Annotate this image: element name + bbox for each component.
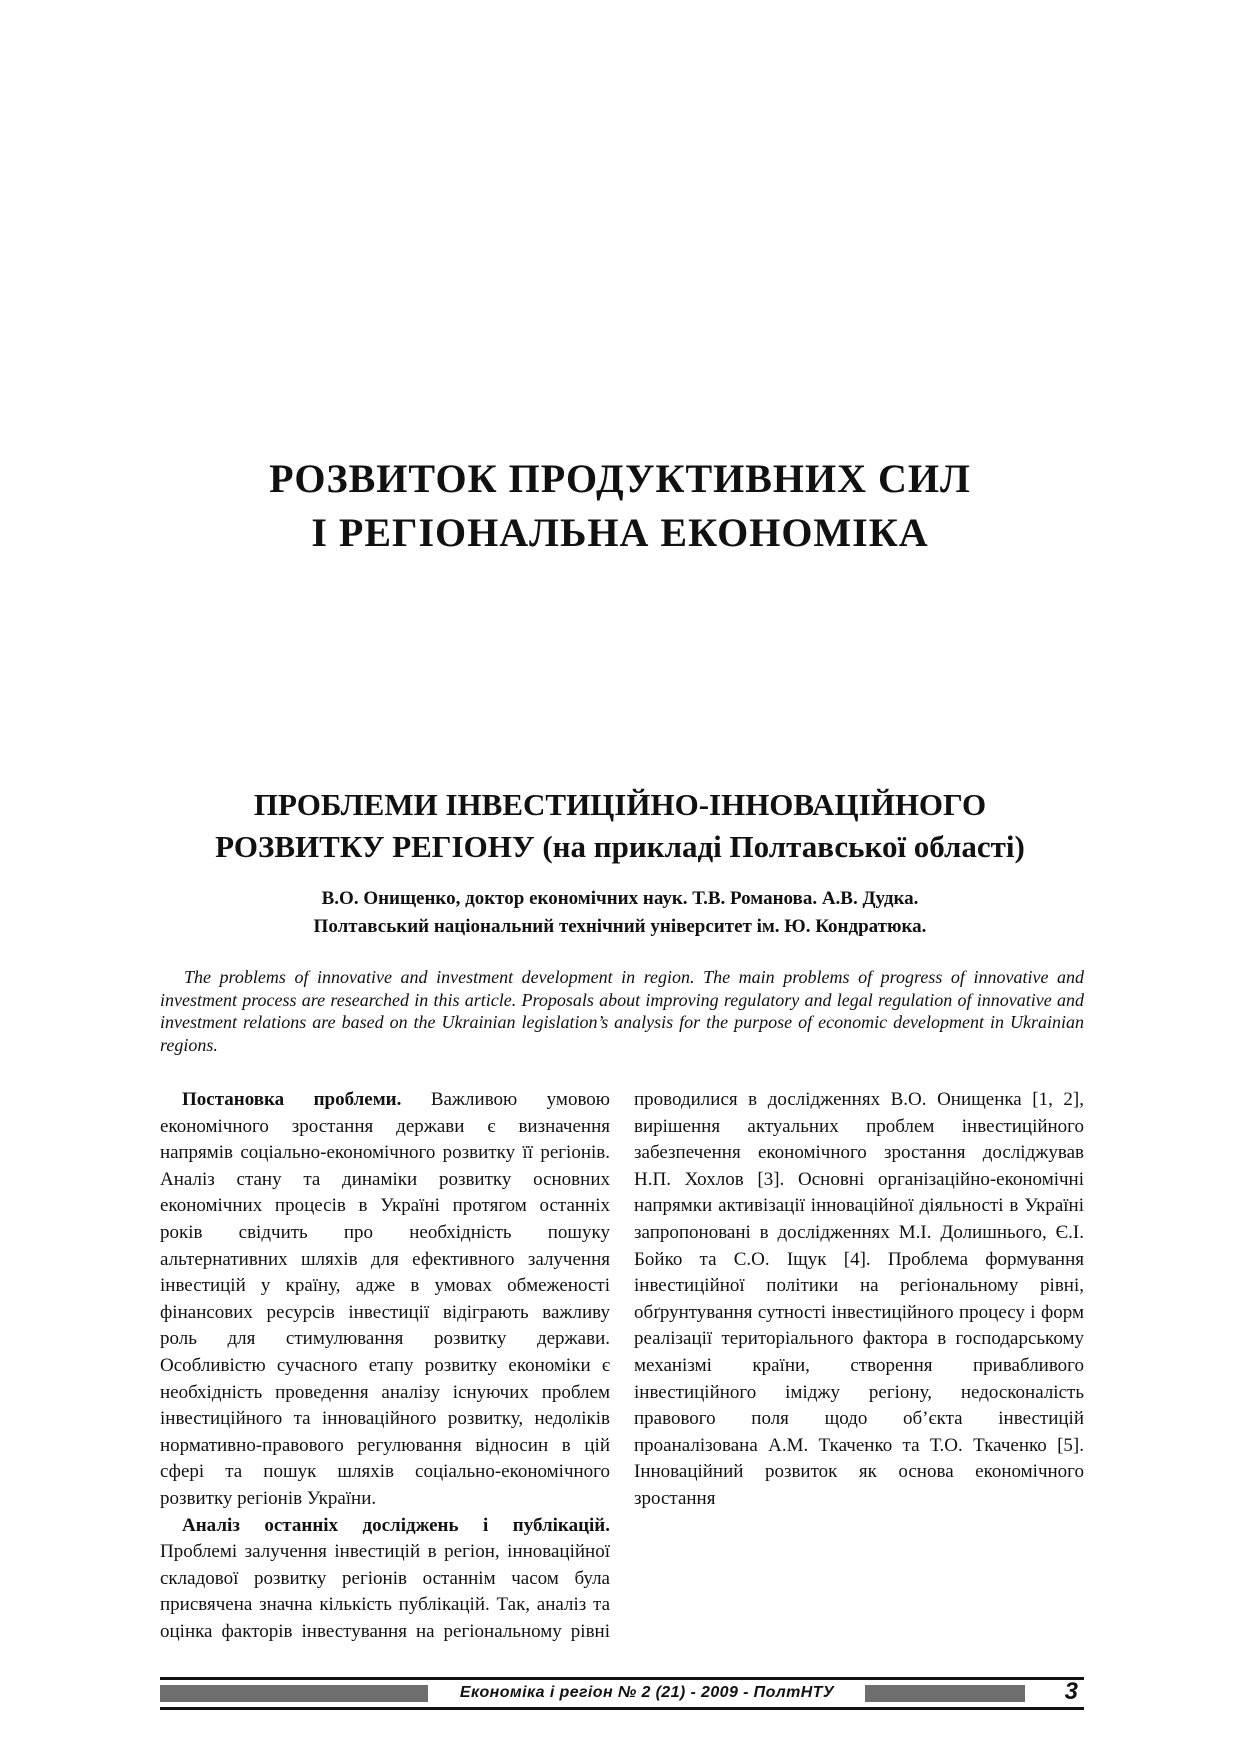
page-footer	[160, 1677, 1084, 1711]
footer-rule-top	[160, 1677, 1084, 1680]
paragraph-heading-problem: Постановка проблеми.	[182, 1089, 402, 1110]
article-title-line1: ПРОБЛЕМИ ІНВЕСТИЦІЙНО-ІННОВАЦІЙНОГО	[253, 787, 987, 822]
paragraph-text-problem: Важливою умовою економічного зростання держави є визначення напрямів соціально-економічного розвитку її регіонів. Аналіз стану та динаміки розвитку основних економічних процесів в Україні протягом останніх років свідчить про необхідність пошуку альтернативних шляхів для ефективного залучення інвестицій у країну, адже в умовах обмеженості фінансових ресурсів інвестиції відіграють важливу роль для стимулювання розвитку держави. Особливістю сучасного етапу розвитку економіки є необхідність проведення аналізу існуючих проблем інвестиційного та інноваційного розвитку, недоліків нормативно-правового регулювання відносин в цій сфері та пошук шляхів соціально-економічного розвитку регіонів України.	[160, 1089, 610, 1509]
footer-bar-right	[865, 1685, 1025, 1702]
journal-name: Економіка і регіон № 2 (21) - 2009 - ПолтНТУ	[459, 1684, 835, 1701]
paragraph-heading-literature: Аналіз останніх досліджень і публікацій.	[182, 1514, 610, 1536]
article-title-line2: РОЗВИТКУ РЕГІОНУ (на прикладі Полтавської області)	[215, 829, 1025, 864]
article-title	[0, 784, 1240, 868]
page-number: 3	[1064, 1678, 1078, 1705]
author-block	[160, 885, 1080, 941]
paragraph-problem-statement	[160, 1087, 610, 1513]
affiliation-line: Полтавський національний технічний університет ім. Ю. Кондратюка.	[313, 916, 927, 937]
authors-line: В.О. Онищенко, доктор економічних наук. Т.В. Романова. А.В. Дудка.	[321, 888, 919, 909]
section-title-line1: РОЗВИТОК ПРОДУКТИВНИХ СИЛ	[269, 456, 971, 501]
footer-bar-left	[160, 1685, 428, 1702]
article-body	[160, 1087, 1084, 1647]
section-title	[0, 452, 1240, 560]
abstract: The problems of innovative and investment development in region. The main problems of progress of innovative and investment process are researched in this article. Proposals about improving regulatory and legal regulation of innovative and investment relations are based on the Ukrainian legislation’s analysis for the purpose of economic development in Ukrainian regions.	[160, 967, 1084, 1055]
footer-rule-bottom	[160, 1707, 1084, 1710]
paragraph-text-literature: Проблемі залучення інвестицій в регіон, інноваційної складової розвитку регіонів останнім часом була присвячена значна кількість публікацій. Так, аналіз та оцінка факторів інвестування на регіональному рівні проводилися в дослідженнях В.О. Онищенка [1, 2], вирішення актуальних проблем інвестиційного забезпечення економічного зростання досліджував Н.П. Хохлов [3]. Основні організаційно-економічні напрямки активізації інноваційної діяльності в Україні запропоновані в дослідженнях М.І. Долишнього, Є.І. Бойко та С.О. Іщук [4]. Проблема формування інвестиційної політики на регіональному рівні, обґрунтування сутності інвестиційного процесу і форм реалізації територіального фактора в господарському механізмі країни, створення привабливого інвестиційного іміджу регіону, недосконалість правового поля щодо об’єкта інвестицій проаналізована А.М. Ткаченко та Т.О. Ткаченко [5]. Інноваційний розвиток як основа економічного зростання	[160, 1089, 1084, 1642]
section-title-line2: І РЕГІОНАЛЬНА ЕКОНОМІКА	[311, 510, 929, 555]
